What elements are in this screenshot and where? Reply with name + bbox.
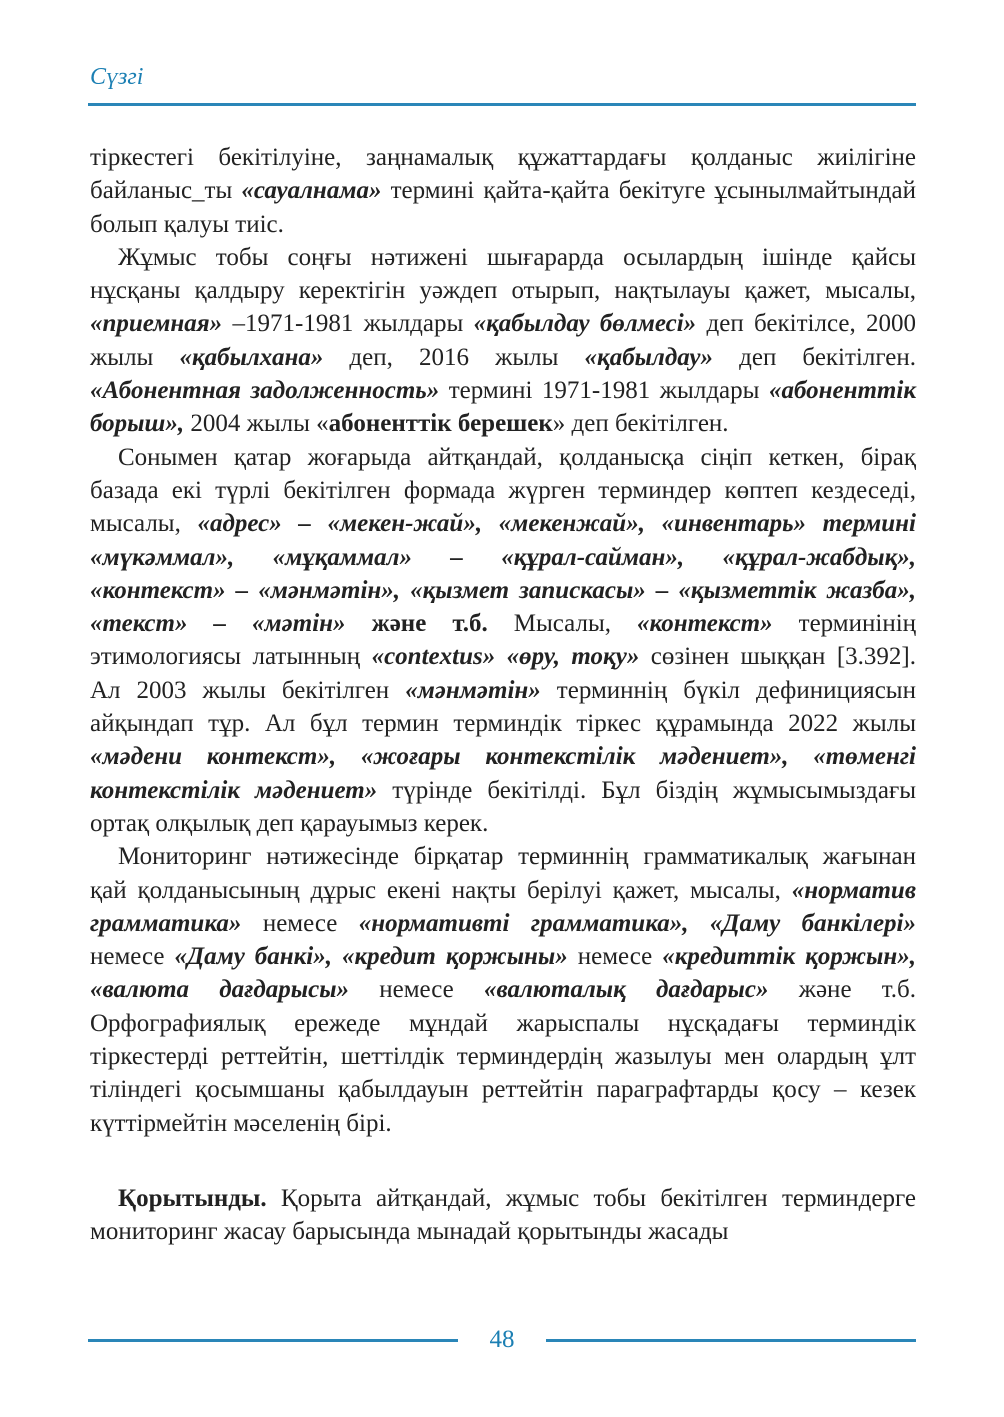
- text-run: деп, 2016 жылы: [323, 343, 585, 371]
- term-emphasis: «абоненттік борыш»,: [90, 377, 916, 438]
- paragraph-1: [90, 141, 916, 241]
- text-run: немесе: [349, 976, 484, 1004]
- text-run: терминнің бүкіл дефинициясын айқындап тұр. Ал бұл термин терминдік тіркес құрамында 2022 жылы: [90, 676, 916, 738]
- page-number: 48: [489, 1326, 515, 1353]
- text-run: Мониторинг нәтижесінде бірқатар терминнің грамматикалық жағынан қай қолданысының дұрыс екені нақты берілуі қажет, мысалы,: [90, 843, 916, 904]
- text-run: Жұмыс тобы соңғы нәтижені шығарарда осылардың ішінде қайсы нұсқаны қалдыру керектігін уәждеп отырып, нақтылауы қажет, мысалы,: [90, 243, 916, 305]
- footer-divider-left: [88, 1339, 458, 1342]
- text-run: немесе: [241, 909, 359, 937]
- text-run: немесе: [567, 943, 663, 971]
- term-emphasis: «Абонентная задолженность»: [90, 377, 440, 405]
- term-emphasis: «норматив грамматика»: [90, 876, 916, 937]
- text-run: [346, 610, 372, 637]
- running-header-title: Сүзгі: [90, 64, 144, 90]
- term-emphasis: «нормативті грамматика», «Даму банкілері»: [358, 909, 916, 937]
- term-emphasis: «сауалнама»: [241, 177, 382, 205]
- term-emphasis: «қабылхана»: [179, 343, 324, 371]
- text-run: » деп бекітілген.: [552, 410, 729, 438]
- text-run: Сонымен қатар жоғарыда айтқандай, қолданысқа сіңіп кеткен, бірақ базада екі түрлі бекітілген формада жүрген терминдер көптеп кездеседі, мысалы,: [90, 443, 916, 538]
- text-run: және т.б. Орфографиялық ережеде мұндай жарыспалы нұсқадағы терминдік тіркестерді реттейтін, шеттілдік терминдердің жазылуы мен олардың ұлт тіліндегі қосымшаны қабылдауын реттейтін параграфтарды қосу – кезек күттірмейтін мәселенің бірі.: [90, 976, 916, 1137]
- term-emphasis: «кредиттік қоржын», «валюта дағдарысы»: [90, 943, 917, 1004]
- footer-divider-right: [546, 1339, 916, 1342]
- text-run: терминінің этимологиясы латынның: [90, 610, 917, 671]
- term-bold: және т.б.: [371, 610, 488, 638]
- header-divider: [88, 103, 916, 106]
- text-run: термині 1971-1981 жылдары: [439, 377, 769, 405]
- text-run: –1971-1981 жылдары: [222, 310, 474, 338]
- term-emphasis: «валюталық дағдарыс»: [483, 976, 769, 1004]
- text-run: термині қайта-қайта бекітуге ұсынылмайтындай болып қалуы тиіс.: [90, 177, 916, 238]
- text-run: немесе: [90, 943, 175, 971]
- page-body: [90, 141, 916, 1249]
- term-emphasis: «қабылдау»: [584, 343, 714, 371]
- term-emphasis: «адрес» – «мекен-жай», «мекенжай», «инвентарь» термині «мүкәммал», «мұқаммал» – «құрал-сайман», «құрал-жабдық», «контекст» – «мәнмәтін», «қызмет запискасы» – «қызметтік жазба», «текст» – «мәтін»: [90, 510, 916, 638]
- paragraph-4: [90, 840, 916, 1140]
- text-run: Қорыта айтқандай, жұмыс тобы бекітілген терминдерге мониторинг жасау барысында мынадай қорытынды жасады: [90, 1184, 916, 1246]
- term-emphasis: «приемная»: [90, 310, 223, 338]
- term-emphasis: «мәнмәтін»: [405, 676, 541, 704]
- paragraph-2: [90, 241, 916, 441]
- paragraph-conclusion: [90, 1182, 916, 1249]
- text-run: деп бекітілсе, 2000 жылы: [90, 310, 917, 371]
- term-emphasis: «қабылдау бөлмесі»: [473, 310, 697, 338]
- term-emphasis: «контекст»: [637, 610, 773, 638]
- text-run: тіркестегі бекітілуіне, заңнамалық құжаттардағы қолданыс жиілігіне байланыс_ты: [90, 144, 916, 205]
- text-run: Мысалы,: [487, 610, 638, 638]
- term-emphasis: «мәдени контекст», «жоғары контекстілік мәдениет», «төменгі контекстілік мәдениет»: [90, 743, 916, 804]
- text-run: 2004 жылы «: [184, 410, 329, 438]
- text-run: деп бекітілген.: [713, 343, 917, 371]
- term-emphasis: «Даму банкі», «кредит қоржыны»: [174, 943, 568, 971]
- text-run: түрінде бекітілді. Бұл біздің жұмысымыздағы ортақ олқылық деп қарауымыз керек.: [90, 776, 917, 837]
- term-emphasis: «contextus» «өру, тоқу»: [371, 643, 640, 671]
- paragraph-3: [90, 441, 916, 841]
- text-run: сөзінен шыққан [3.392]. Ал 2003 жылы бекітілген: [90, 643, 917, 704]
- term-bold: абоненттік берешек: [328, 410, 553, 438]
- conclusion-heading: Қорытынды.: [118, 1184, 267, 1212]
